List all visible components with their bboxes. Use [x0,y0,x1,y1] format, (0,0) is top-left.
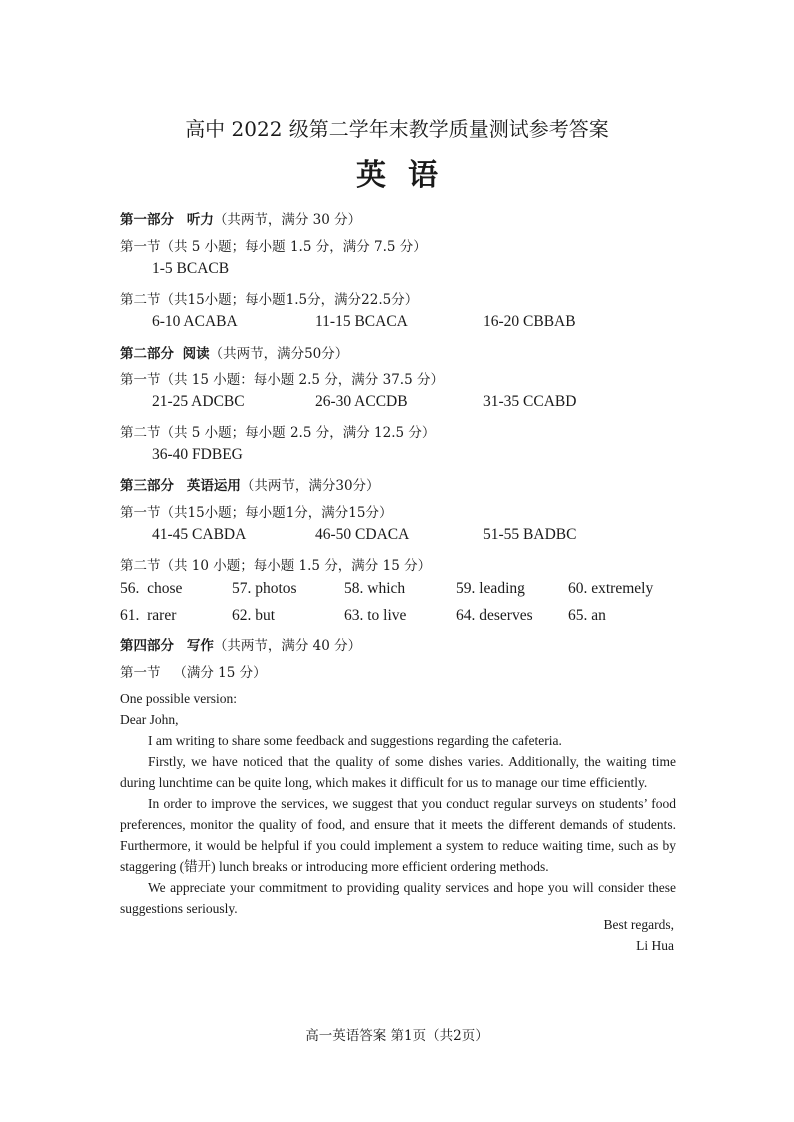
essay-paragraph: In order to improve the services, we suggest that you conduct regular surveys on students’ food preferences, monitor the quality of food, and ensure that it meets the different demands of students. Furthermore, it would be helpful if you could implement a system to reduce waiting time, such as by staggering (错开) lunch breaks or introducing more efficient ordering methods. [120,796,676,874]
part3-label: 第三部分 [120,478,174,494]
part1-label: 第一部分 [120,212,174,228]
answer-item: 65. an [568,607,606,624]
part1-sec2-note: （共15小题；每小题1.5分，满分22.5分） [160,292,419,308]
essay-greeting: Dear John, [120,712,179,727]
part1-note: （共两节，满分 30 分） [213,212,362,228]
part1-sec1-heading [120,235,427,255]
essay-closing: Best regards, [603,917,674,932]
part1-sec2-heading [120,288,418,308]
part3-sec1-heading [120,501,392,521]
answer-group: 21-25 ADCBC [152,393,245,410]
part2-sec1-note: （共 15 小题：每小题 2.5 分，满分 37.5 分） [160,372,444,388]
part4-sec1-heading [120,661,267,681]
part1-sec1-note: （共 5 小题；每小题 1.5 分，满分 7.5 分） [160,239,427,255]
answer-item: 57. photos [232,580,297,597]
essay-intro: One possible version: [120,691,237,706]
part2-heading [120,342,348,362]
part4-name: 写作 [186,638,214,654]
essay-paragraph: I am writing to share some feedback and suggestions regarding the cafeteria. [148,733,562,748]
essay-paragraph: We appreciate your commitment to providing quality services and hope you will consider these suggestions seriously. [120,880,676,916]
part4-label: 第四部分 [120,638,174,654]
essay-paragraph: Firstly, we have noticed that the quality of some dishes varies. Additionally, the waiting time during lunchtime can be quite long, which makes it difficult for us to manage our time efficiently. [120,754,676,790]
part3-heading [120,474,380,494]
sample-essay [120,688,676,919]
part2-note: （共两节，满分50分） [209,346,349,362]
part2-sec2-heading [120,421,435,441]
part1-sec1-label: 第一节 [120,239,161,255]
subject-heading: 英语 [356,158,460,193]
part3-sec2-heading [120,554,431,574]
part1-heading [120,208,361,228]
answer-group: 36-40 FDBEG [152,446,243,463]
part2-sec2-label: 第二节 [120,425,161,441]
answer-group: 51-55 BADBC [483,526,577,543]
part3-sec1-label: 第一节 [120,505,161,521]
answer-item: 64. deserves [456,607,533,624]
answer-item: 62. but [232,607,276,624]
answer-group: 26-30 ACCDB [315,393,408,410]
page-footer: 高一英语答案 第1页（共2页） [305,1028,489,1044]
answer-item: 60. extremely [568,580,654,597]
answer-item: 61. rarer [120,607,177,624]
part2-label: 第二部分 [120,346,174,362]
answer-group: 16-20 CBBAB [483,313,576,330]
answer-item: 63. to live [344,607,407,624]
part2-name: 阅读 [182,346,210,362]
document-title: 高中 2022 级第二学年末教学质量测试参考答案 [185,117,609,141]
part3-sec2-label: 第二节 [120,558,161,574]
part2-sec2-note: （共 5 小题；每小题 2.5 分，满分 12.5 分） [160,425,436,441]
part4-sec1-note: （满分 15 分） [173,665,267,681]
part1-sec2-label: 第二节 [120,292,161,308]
answer-group: 46-50 CDACA [315,526,410,543]
answer-item: 59. leading [456,580,525,597]
part3-name: 英语运用 [186,478,241,494]
answer-group: 31-35 CCABD [483,393,577,410]
part2-sec1-label: 第一节 [120,372,161,388]
answer-item: 58. which [344,580,406,597]
answer-item: 56. chose [120,580,183,597]
answer-group: 41-45 CABDA [152,526,247,543]
part1-name: 听力 [186,212,214,228]
part3-note: （共两节，满分30分） [240,478,380,494]
answer-group: 6-10 ACABA [152,313,238,330]
part3-sec2-note: （共 10 小题；每小题 1.5 分，满分 15 分） [160,558,432,574]
part4-sec1-label: 第一节 [120,665,161,681]
answer-group: 1-5 BCACB [152,260,230,277]
part4-heading [120,634,361,654]
answer-group: 11-15 BCACA [315,313,408,330]
part2-sec1-heading [120,368,444,388]
part4-note: （共两节，满分 40 分） [213,638,362,654]
essay-signature: Li Hua [636,938,674,953]
part3-sec1-note: （共15小题；每小题1分，满分15分） [160,505,393,521]
